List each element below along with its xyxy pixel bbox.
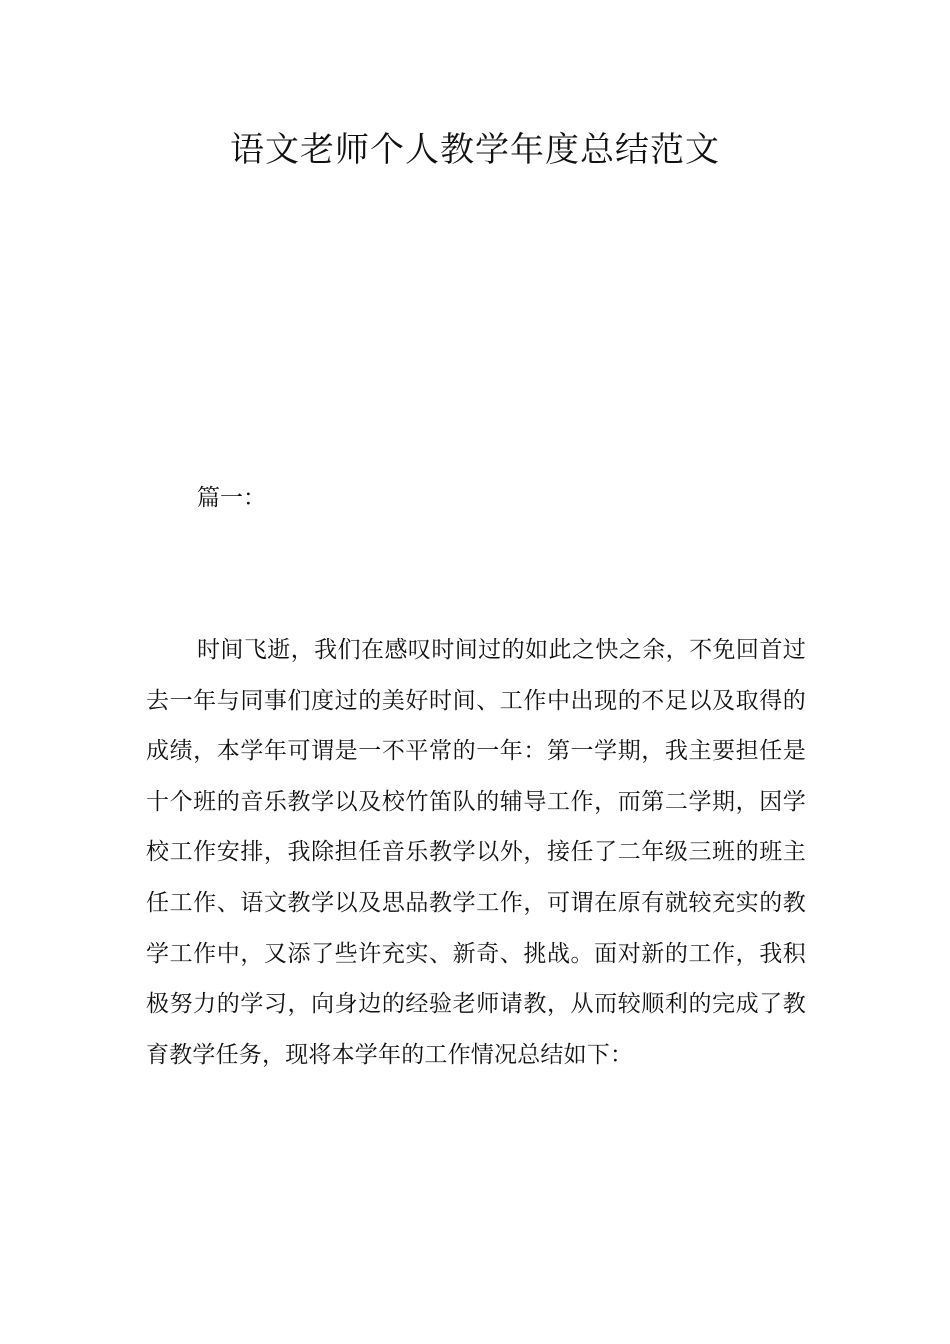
body-paragraph: 时间飞逝，我们在感叹时间过的如此之快之余，不免回首过去一年与同事们度过的美好时间、工作中出现的不足以及取得的成绩，本学年可谓是一不平常的一年：第一学期，我主要担任是十个班的音乐教学以及校竹笛队的辅导工作，而第二学期，因学校工作安排，我除担任音乐教学以外，接任了二年级三班的班主任工作、语文教学以及思品教学工作，可谓在原有就较充实的教学工作中，又添了些许充实、新奇、挑战。面对新的工作，我积极努力的学习，向身边的经验老师请教，从而较顺利的完成了教育教学任务，现将本学年的工作情况总结如下： xyxy=(146,637,806,1068)
section-heading: 篇一： xyxy=(197,485,266,511)
document-title: 语文老师个人教学年度总结范文 xyxy=(230,130,720,170)
